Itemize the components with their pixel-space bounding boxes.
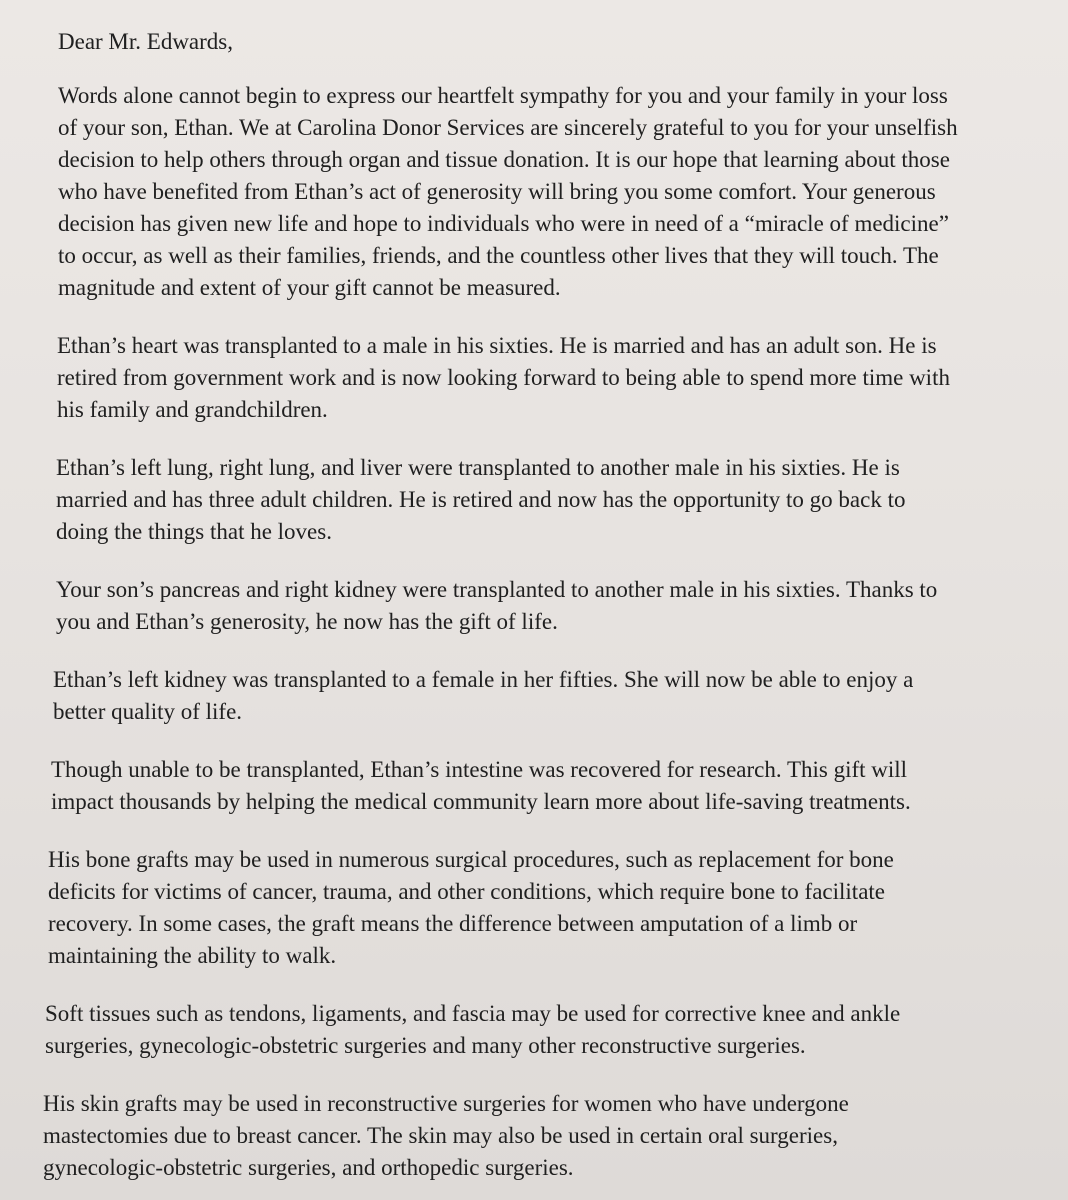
paragraph-lungs-liver: Ethan’s left lung, right lung, and liver were transplanted to another male in his sixties. He is married and has three adult children. He is retired and now has the opportunity to go back to doing the things that he loves.: [56, 455, 906, 544]
paragraph-heart: Ethan’s heart was transplanted to a male in his sixties. He is married and has an adult son. He is retired from government work and is now looking forward to being able to spend more time with his family and grandchildren.: [57, 333, 950, 422]
paragraph-condolence: Words alone cannot begin to express our heartfelt sympathy for you and your family in your loss of your son, Ethan. We at Carolina Donor Services are sincerely grateful to you for your unselfish decision to help others through organ and tissue donation. It is our hope that learning about those who have benefited from Ethan’s act of generosity will bring you some comfort. Your generous decision has given new life and hope to individuals who were in need of a “miracle of medicine” to occur, as well as their families, friends, and the countless other lives that they will touch. The magnitude and extent of your gift cannot be measured.: [58, 83, 958, 300]
paragraph-bone-grafts: His bone grafts may be used in numerous surgical procedures, such as replacement for bone deficits for victims of cancer, trauma, and other conditions, which require bone to facilitate recovery. In some cases, the graft means the difference between amputation of a limb or maintaining the ability to walk.: [48, 847, 894, 968]
paragraph-soft-tissues: Soft tissues such as tendons, ligaments, and fascia may be used for corrective knee and ankle surgeries, gynecologic-obstetric surgeries and many other reconstructive surgeries.: [45, 1001, 901, 1058]
paragraph-intestine: Though unable to be transplanted, Ethan’s intestine was recovered for research. This gift will impact thousands by helping the medical community learn more about life-saving treatments.: [51, 757, 911, 814]
paragraph-left-kidney: Ethan’s left kidney was transplanted to a female in her fifties. She will now be able to enjoy a better quality of life.: [53, 667, 914, 724]
paragraph-pancreas-kidney: Your son’s pancreas and right kidney were transplanted to another male in his sixties. Thanks to you and Ethan’s generosity, he now has the gift of life.: [56, 577, 938, 634]
salutation: Dear Mr. Edwards,: [58, 29, 234, 54]
paragraph-skin-grafts: His skin grafts may be used in reconstructive surgeries for women who have undergone mastectomies due to breast cancer. The skin may also be used in certain oral surgeries, gynecologic-obstetric surgeries, and orthopedic surgeries.: [43, 1091, 849, 1180]
